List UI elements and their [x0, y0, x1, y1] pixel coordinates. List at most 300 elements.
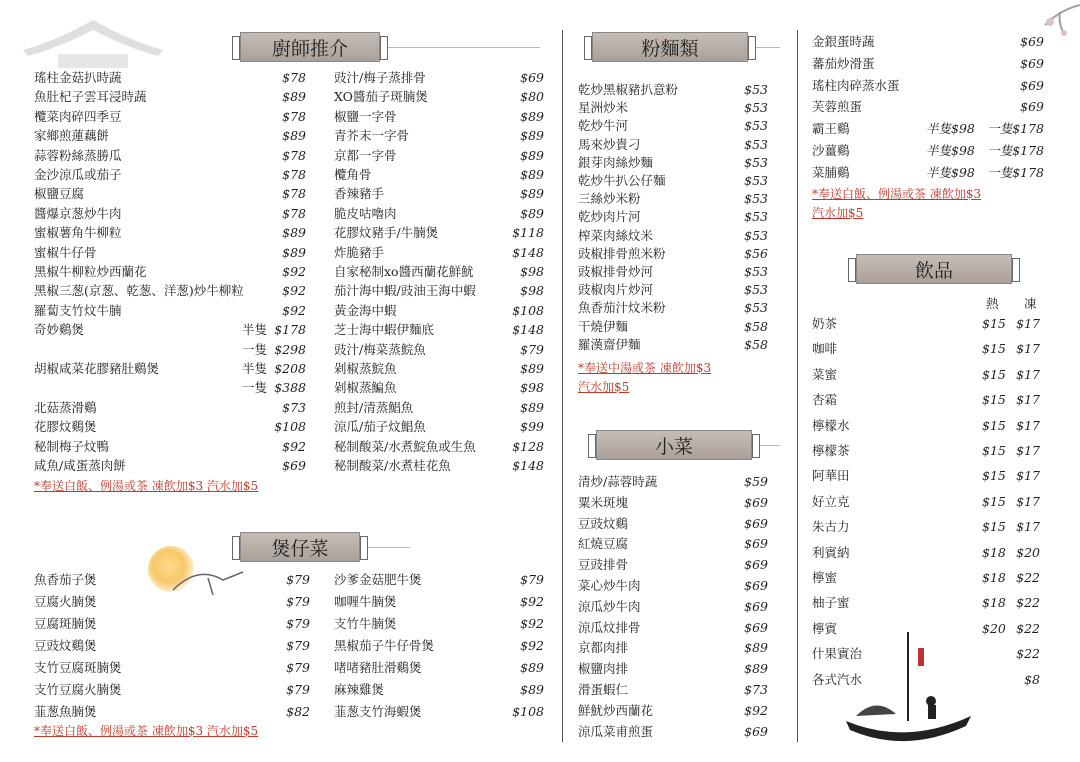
menu-item [334, 456, 544, 476]
item-name: 支竹豆腐斑腩煲 [34, 660, 122, 675]
item-price: $78 [282, 186, 306, 202]
item-name: 黑椒牛柳粒炒西蘭花 [34, 264, 147, 279]
menu-item [334, 146, 544, 166]
menu-item [334, 378, 544, 398]
item-price: $53 [744, 154, 768, 170]
option-label: 半隻 [242, 322, 268, 338]
item-price: $89 [282, 89, 306, 105]
drink-item [812, 390, 1040, 410]
menu-item [578, 317, 768, 337]
section-title: 煲仔菜 [240, 532, 360, 562]
item-price: $53 [744, 118, 768, 134]
item-price: $69 [744, 723, 768, 739]
cold-price: $22 [1016, 646, 1040, 662]
item-name: 蕃茄炒滑蛋 [812, 55, 875, 71]
item-price: $89 [520, 682, 544, 697]
whole-price: 一隻$178 [987, 143, 1044, 158]
item-name: 羅蔔支竹炆牛腩 [34, 302, 122, 318]
item-name: 沙爹金菇肥牛煲 [334, 572, 422, 587]
menu-item [812, 97, 1044, 117]
item-name: 三絲炒米粉 [578, 191, 641, 207]
item-name: 剁椒蒸鯿魚 [334, 380, 397, 396]
item-price: $53 [744, 173, 768, 188]
menu-item [334, 184, 544, 204]
cold-price: $22 [1016, 570, 1040, 585]
item-price: $98 [520, 380, 544, 396]
item-name: 涼瓜/茄子炆鯧魚 [334, 419, 426, 435]
column-divider [797, 30, 798, 742]
menu-item [34, 184, 306, 204]
roof-decoration-icon [18, 0, 168, 70]
drink-item [812, 670, 1040, 690]
item-price: $89 [744, 661, 768, 677]
hot-price: $15 [982, 341, 1006, 357]
menu-item [34, 570, 310, 590]
item-price: $69 [744, 536, 768, 552]
item-name: 榨菜肉絲炆米 [578, 227, 654, 243]
item-name: 涼瓜炒牛肉 [578, 598, 641, 614]
hot-column-label: 熱 [986, 296, 999, 311]
column-divider [562, 30, 563, 742]
menu-item [334, 165, 544, 185]
item-price: $118 [512, 225, 544, 241]
item-name: 胡椒咸菜花膠豬肚鷄煲 [34, 361, 160, 376]
item-name: 咸魚/咸蛋蒸肉餅 [34, 458, 126, 473]
menu-item [34, 107, 306, 127]
item-price: $89 [520, 205, 544, 221]
cold-price: $17 [1016, 468, 1040, 484]
item-price: $98 [520, 283, 544, 299]
option-row [240, 359, 306, 379]
item-name: 豉椒排骨煎米粉 [578, 245, 666, 261]
item-price: $69 [282, 458, 306, 473]
menu-item [578, 116, 768, 136]
item-name: 魚肚杞子雲耳浸時蔬 [34, 89, 147, 105]
option-label: 一隻 [242, 341, 268, 357]
item-name: 紅燒豆腐 [578, 536, 629, 552]
drink-name: 阿華田 [812, 468, 850, 484]
drink-name: 奶茶 [812, 316, 838, 331]
item-name: 乾炒黑椒豬扒意粉 [578, 82, 679, 97]
drink-name: 什果賓治 [812, 646, 863, 662]
item-price: $89 [520, 128, 544, 144]
menu-item [34, 165, 306, 185]
section-title: 粉麵類 [592, 32, 748, 62]
item-price: $89 [282, 225, 306, 241]
menu-item [578, 493, 768, 513]
menu-item [578, 618, 768, 638]
item-name: 醬爆京葱炒牛肉 [34, 205, 122, 221]
menu-item [334, 223, 544, 243]
option-label: 一隻 [242, 380, 268, 396]
item-price: $69 [1020, 99, 1044, 115]
drink-item [812, 339, 1040, 359]
menu-item [34, 146, 306, 166]
item-price: $89 [520, 108, 544, 124]
cold-price: $17 [1016, 417, 1040, 433]
item-price: $53 [744, 191, 768, 207]
item-name: 豆豉炆鷄煲 [34, 638, 97, 653]
item-name: 瑤柱金菇扒時蔬 [34, 70, 122, 85]
option-price: $208 [274, 361, 306, 376]
menu-item [578, 722, 768, 742]
note-text: *奉送中湯或茶 凍飲加$3 [578, 361, 712, 375]
item-price: $69 [744, 598, 768, 614]
menu-item [334, 301, 544, 321]
note-text: 汽水加$5 [578, 380, 630, 394]
option-row [240, 378, 306, 398]
item-name: 芝士海中蝦伊麵底 [334, 322, 435, 338]
item-price: $148 [512, 244, 544, 260]
item-price: $128 [512, 438, 544, 454]
menu-item [578, 226, 768, 246]
item-name: 干燒伊麵 [578, 318, 629, 334]
item-name: 麻辣雞煲 [334, 682, 385, 697]
drink-item [812, 314, 1040, 334]
item-price: $92 [744, 702, 768, 718]
item-name: 秘制酸菜/水煮鯇魚或生魚 [334, 438, 476, 454]
item-price: $69 [744, 557, 768, 573]
item-price: $69 [744, 494, 768, 510]
menu-item [34, 68, 306, 88]
menu-item [578, 207, 768, 227]
hot-price: $18 [982, 544, 1006, 560]
item-price: $79 [286, 616, 310, 631]
item-price: $69 [1020, 55, 1044, 71]
item-price: $69 [1020, 34, 1044, 49]
hot-price: $15 [982, 417, 1006, 433]
menu-item [578, 153, 768, 173]
drink-name: 利賓納 [812, 544, 850, 560]
item-price: $69 [744, 619, 768, 635]
hot-price: $15 [982, 493, 1006, 509]
hot-price: $15 [982, 468, 1006, 484]
item-name: 蒜蓉粉絲蒸勝瓜 [34, 147, 122, 163]
item-name: 蜜椒牛仔骨 [34, 244, 97, 260]
item-price: $73 [744, 682, 768, 697]
menu-item [34, 398, 306, 418]
item-name: 涼瓜菜甫煎蛋 [578, 723, 654, 739]
item-name: 蜜椒薯角牛柳粒 [34, 225, 122, 241]
menu-item [334, 126, 544, 146]
menu-item [34, 636, 310, 656]
item-name: 黑椒茄子牛仔骨煲 [334, 638, 435, 653]
drink-name: 菜蜜 [812, 366, 838, 382]
drink-name: 各式汽水 [812, 671, 863, 687]
menu-item [578, 597, 768, 617]
item-price: $69 [744, 578, 768, 593]
item-name: 豉椒排骨炒河 [578, 264, 654, 279]
item-name: 瑤柱肉碎蒸水蛋 [812, 77, 900, 93]
item-price: $89 [520, 167, 544, 182]
drink-item [812, 466, 1040, 486]
menu-item [34, 204, 306, 224]
hot-price: $15 [982, 443, 1006, 458]
option-row [240, 320, 306, 340]
hot-price: $15 [982, 519, 1006, 535]
item-price: $53 [744, 300, 768, 316]
menu-item [34, 614, 310, 634]
drink-item [812, 568, 1040, 588]
item-name: 黃金海中蝦 [334, 302, 397, 318]
item-price: $78 [282, 205, 306, 221]
item-price: $69 [520, 70, 544, 85]
menu-item [34, 437, 306, 457]
item-name: 金沙涼瓜或茄子 [34, 167, 122, 182]
drink-item [812, 593, 1040, 613]
menu-item [334, 262, 544, 282]
item-price: $108 [274, 419, 306, 435]
item-price: $79 [520, 572, 544, 587]
menu-item [578, 280, 768, 300]
item-price: $92 [282, 283, 306, 299]
item-price: $53 [744, 82, 768, 97]
menu-item [334, 658, 544, 678]
item-name: 豆腐火腩煲 [34, 594, 97, 609]
menu-item [578, 659, 768, 679]
hot-price: $18 [982, 570, 1006, 585]
menu-item [578, 171, 768, 191]
drink-name: 好立克 [812, 493, 850, 509]
drink-name: 柚子蜜 [812, 595, 850, 611]
item-name: 秘制酸菜/水煮桂花魚 [334, 458, 451, 473]
menu-item [334, 398, 544, 418]
note-text: *奉送白飯、例湯或茶 凍飲加$3 汽水加$5 [34, 479, 259, 494]
item-price: $79 [286, 660, 310, 675]
menu-item [578, 680, 768, 700]
item-price: $69 [744, 515, 768, 531]
hot-price: $20 [982, 620, 1006, 636]
item-price: $80 [520, 89, 544, 105]
menu-item [334, 68, 544, 88]
menu-item [334, 243, 544, 263]
menu-item [578, 472, 768, 492]
menu-item [812, 76, 1044, 96]
drink-item [812, 543, 1040, 563]
item-price: $92 [520, 594, 544, 609]
menu-item [812, 163, 1044, 183]
item-price: $99 [520, 419, 544, 435]
half-price: 半隻$98 [926, 143, 975, 158]
item-name: 茄汁海中蝦/豉油王海中蝦 [334, 283, 476, 299]
menu-item [334, 417, 544, 437]
drink-name: 檸賓 [812, 620, 838, 636]
item-name: 豆腐斑腩煲 [34, 616, 97, 631]
drink-item [812, 517, 1040, 537]
item-name: 菜脯鷄 [812, 164, 850, 180]
menu-item [578, 555, 768, 575]
item-price: $73 [282, 399, 306, 415]
menu-item [578, 701, 768, 721]
item-name: 粟米斑塊 [578, 494, 629, 510]
menu-item [578, 638, 768, 658]
menu-item [34, 592, 310, 612]
item-name: 星洲炒米 [578, 100, 629, 116]
menu-item [578, 98, 768, 118]
item-name: 乾炒牛扒公仔麵 [578, 173, 666, 188]
section-title: 廚師推介 [240, 32, 380, 62]
item-name: 京都肉排 [578, 640, 629, 656]
section-title: 小菜 [596, 430, 752, 460]
item-price: $92 [282, 302, 306, 318]
whole-price: 一隻$178 [987, 121, 1044, 137]
half-price: 半隻$98 [926, 121, 975, 137]
item-name: 金銀蛋時蔬 [812, 34, 875, 49]
item-name: 香辣豬手 [334, 186, 385, 202]
item-name: 菜心炒牛肉 [578, 578, 641, 593]
item-price: $78 [282, 167, 306, 182]
drink-name: 咖啡 [812, 341, 838, 357]
option-row [240, 340, 306, 360]
menu-item [334, 636, 544, 656]
menu-item [334, 359, 544, 379]
menu-item [578, 262, 768, 282]
drink-item [812, 441, 1040, 461]
item-price: $148 [512, 458, 544, 473]
cold-column-label: 凍 [1024, 296, 1037, 311]
menu-item [812, 141, 1044, 161]
item-name: 欖角骨 [334, 167, 372, 182]
menu-item [334, 320, 544, 340]
item-price: $89 [520, 660, 544, 675]
item-price: $78 [282, 108, 306, 124]
item-name: 炸脆豬手 [334, 244, 385, 260]
cold-price: $17 [1016, 341, 1040, 357]
item-name: 豉汁/梅子蒸排骨 [334, 70, 426, 85]
item-price: $58 [744, 336, 768, 352]
item-price: $89 [520, 147, 544, 163]
note-text: *奉送白飯、例湯或茶 凍飲加$3 汽水加$5 [34, 724, 259, 738]
item-price: $79 [286, 572, 310, 587]
item-name: 椒鹽一字骨 [334, 108, 397, 124]
item-price: $89 [744, 640, 768, 656]
menu-item [334, 437, 544, 457]
item-name: 椒鹽豆腐 [34, 186, 85, 202]
item-price: $59 [744, 474, 768, 489]
menu-item [812, 54, 1044, 74]
menu-item [578, 189, 768, 209]
drink-item [812, 619, 1040, 639]
item-name: 秘制梅子炆鴨 [34, 438, 110, 454]
item-name: 煎封/清蒸鯧魚 [334, 399, 414, 415]
item-price: $108 [512, 302, 544, 318]
item-name: 霸王鷄 [812, 121, 850, 137]
hot-price: $15 [982, 316, 1006, 331]
menu-item [578, 298, 768, 318]
menu-item [334, 702, 544, 722]
menu-item [34, 262, 306, 282]
cold-price: $17 [1016, 519, 1040, 535]
drink-name: 檸檬水 [812, 417, 850, 433]
drink-item [812, 365, 1040, 385]
cold-price: $20 [1016, 544, 1040, 560]
item-price: $53 [744, 209, 768, 225]
item-price: $108 [512, 704, 544, 719]
item-name: 豆豉排骨 [578, 557, 629, 573]
item-name: 黑椒三葱(京葱、乾葱、洋葱)炒牛柳粒 [34, 283, 244, 299]
item-name: 啫啫豬肚滑鷄煲 [334, 660, 422, 675]
item-price: $53 [744, 282, 768, 298]
hot-price: $15 [982, 392, 1006, 408]
menu-item [334, 281, 544, 301]
item-name: 沙薑鷄 [812, 143, 850, 158]
menu-item [578, 335, 768, 355]
menu-item [334, 570, 544, 590]
drink-name: 檸檬茶 [812, 443, 850, 458]
item-name: 花膠炆鷄煲 [34, 419, 97, 435]
note-text: 汽水加$5 [812, 205, 864, 220]
drink-item [812, 644, 1040, 664]
item-price: $53 [744, 227, 768, 243]
cold-price: $8 [1024, 671, 1040, 687]
cold-price: $17 [1016, 392, 1040, 408]
drink-name: 檸蜜 [812, 570, 838, 585]
menu-item [334, 680, 544, 700]
item-name: 脆皮咕嚕肉 [334, 205, 397, 221]
hot-price: $18 [982, 595, 1006, 611]
item-name: 豆豉炆鷄 [578, 515, 629, 531]
item-name: 涼瓜炆排骨 [578, 619, 641, 635]
menu-item [578, 514, 768, 534]
menu-item [578, 80, 768, 100]
item-price: $53 [744, 264, 768, 279]
item-price: $78 [282, 147, 306, 163]
item-name: 清炒/蒜蓉時蔬 [578, 474, 658, 489]
menu-item [34, 243, 306, 263]
hot-price: $15 [982, 366, 1006, 382]
item-name: 芙蓉煎蛋 [812, 99, 863, 115]
drink-name: 杏霜 [812, 392, 838, 408]
menu-item [334, 87, 544, 107]
cold-price: $22 [1016, 595, 1040, 611]
menu-item [578, 135, 768, 155]
item-price: $79 [286, 594, 310, 609]
item-price: $89 [282, 128, 306, 144]
item-price: $58 [744, 318, 768, 334]
menu-item [34, 658, 310, 678]
cold-price: $17 [1016, 366, 1040, 382]
item-price: $92 [520, 638, 544, 653]
item-price: $148 [512, 322, 544, 338]
item-price: $53 [744, 136, 768, 152]
menu-item [578, 244, 768, 264]
menu-item [334, 592, 544, 612]
item-name: 支竹牛腩煲 [334, 616, 397, 631]
menu-item [578, 534, 768, 554]
menu-item [334, 204, 544, 224]
menu-item [812, 32, 1044, 52]
item-name: 銀芽肉絲炒麵 [578, 154, 654, 170]
option-label: 半隻 [242, 361, 268, 376]
item-price: $89 [520, 186, 544, 202]
item-name: 豉汁/梅菜蒸鯇魚 [334, 341, 426, 357]
item-price: $98 [520, 264, 544, 279]
item-name: 滑蛋蝦仁 [578, 682, 629, 697]
item-name: 奇妙鷄煲 [34, 322, 85, 338]
item-name: 剁椒蒸鯇魚 [334, 361, 397, 376]
cold-price: $22 [1016, 620, 1040, 636]
item-price: $78 [282, 70, 306, 85]
item-price: $89 [520, 399, 544, 415]
item-price: $69 [1020, 77, 1044, 93]
item-name: 青芥末一字骨 [334, 128, 410, 144]
item-name: 支竹豆腐火腩煲 [34, 682, 122, 697]
option-price: $388 [274, 380, 306, 396]
item-price: $89 [282, 244, 306, 260]
cold-price: $17 [1016, 316, 1040, 331]
menu-item [34, 281, 306, 301]
item-name: 魚香茄子煲 [34, 572, 97, 587]
